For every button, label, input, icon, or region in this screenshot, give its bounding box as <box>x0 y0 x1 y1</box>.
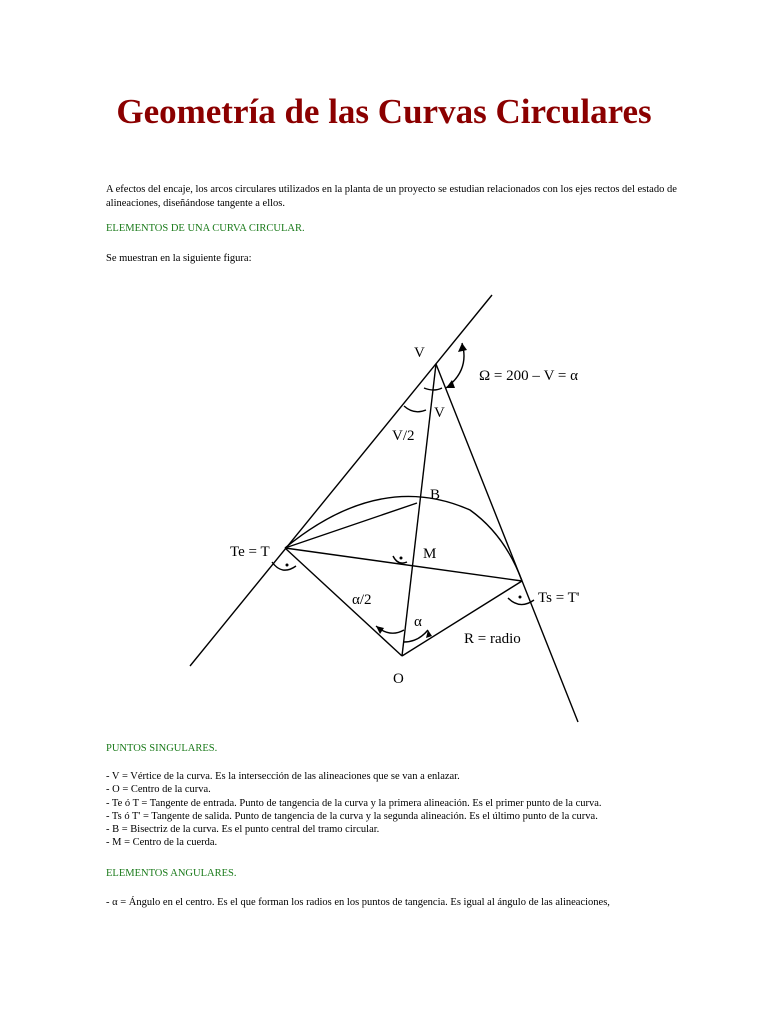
section-heading-puntos: PUNTOS SINGULARES. <box>106 743 218 754</box>
v-half-angle-arc <box>404 406 426 412</box>
section-heading-elementos: ELEMENTOS DE UNA CURVA CIRCULAR. <box>106 223 305 234</box>
label-o: O <box>393 671 404 687</box>
label-m: M <box>423 546 437 562</box>
list-item: - Te ó T = Tangente de entrada. Punto de tangencia de la curva y la primera alineación. Es el primer punto de la curva. <box>106 797 602 809</box>
list-item: - V = Vértice de la curva. Es la intersección de las alineaciones que se van a enlazar. <box>106 771 460 782</box>
label-v: V <box>414 345 425 361</box>
first-alignment-line <box>190 295 492 666</box>
label-alpha-half: α/2 <box>352 592 372 608</box>
list-item: - B = Bisectriz de la curva. Es el punto central del tramo circular. <box>106 824 380 836</box>
label-radius: R = radio <box>464 631 521 647</box>
figure-intro-text: Se muestran en la siguiente figura: <box>106 253 252 264</box>
right-angle-t-arc <box>272 562 296 570</box>
list-item: - O = Centro de la curva. <box>106 784 211 796</box>
curve-geometry-figure <box>0 280 768 740</box>
list-item: - M = Centro de la cuerda. <box>106 837 218 849</box>
singular-points-list <box>106 770 706 850</box>
page-title: Geometría de las Curvas Circulares <box>116 92 652 131</box>
section-heading-angulares: ELEMENTOS ANGULARES. <box>106 868 237 879</box>
label-te: Te = T <box>230 544 270 560</box>
angular-elements-text: - α = Ángulo en el centro. Es el que forman los radios en los puntos de tangencia. Es igual al ángulo de las alineaciones, <box>106 897 610 908</box>
list-item: - Ts ó T' = Tangente de salida. Punto de tangencia de la curva y la segunda alineación. Es el último punto de la curva. <box>106 810 598 822</box>
label-v-angle: V <box>434 405 445 421</box>
label-v-half: V/2 <box>392 428 415 444</box>
second-alignment-line <box>436 364 578 722</box>
label-omega: Ω = 200 – V = α <box>479 368 578 384</box>
radius-t-line <box>285 548 402 656</box>
label-ts: Ts = T' <box>538 590 580 606</box>
alpha-angle-arc <box>404 630 428 642</box>
label-alpha: α <box>414 614 422 630</box>
label-b: B <box>430 487 441 503</box>
circular-arc <box>285 496 522 581</box>
chord-line <box>285 548 522 581</box>
intro-paragraph: A efectos del encaje, los arcos circulares utilizados en la planta de un proyecto se estudian relacionados con los ejes rectos del estado de alineaciones, diseñándose tangente a ellos. <box>106 184 677 209</box>
